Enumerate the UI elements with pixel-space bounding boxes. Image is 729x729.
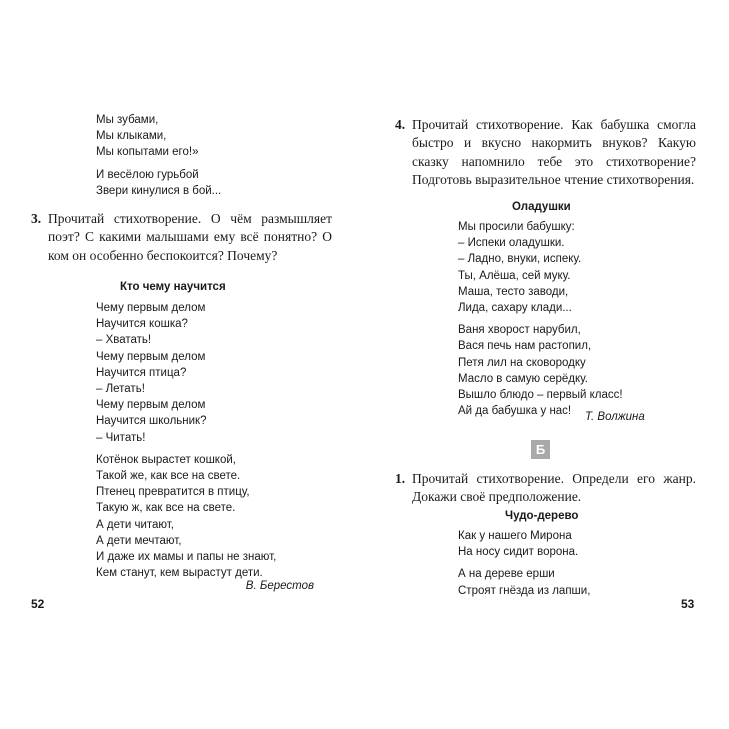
poem-body — [96, 300, 276, 581]
poem-line: Вася печь нам растопил, — [458, 340, 592, 353]
poem-line: Как у нашего Мирона — [458, 530, 572, 542]
poem-line: Петя лил на сковородку — [458, 356, 586, 369]
poem-line: Ты, Алёша, сей муку. — [458, 269, 571, 282]
poem-line: Чему первым делом — [96, 302, 206, 314]
task-text: Прочитай стихотворение. О чём размышляет поэт? С какими малышами ему всё понятно? О ком он особенно беспокоится? Почему? — [48, 211, 332, 263]
left-page — [0, 0, 364, 729]
stanza — [96, 300, 276, 446]
poem-line: Такую ж, как все на свете. — [96, 502, 236, 515]
poem-title: Кто чему научится — [120, 281, 226, 293]
poem-line: Строят гнёзда из лапши, — [458, 584, 591, 597]
poem-line: И весёлою гурьбой — [96, 168, 199, 181]
poem-line: На носу сидит ворона. — [458, 546, 579, 559]
poem-line: – Испеки оладушки. — [458, 237, 565, 250]
poem-line: Лида, сахару клади... — [458, 302, 572, 315]
section-badge: Б — [531, 440, 550, 459]
right-page — [365, 0, 729, 729]
stanza — [458, 528, 590, 560]
poem-line: Птенец превратится в птицу, — [96, 486, 250, 499]
task-text: Прочитай стихотворение. Определи его жанр. Докажи своё предположение. — [412, 471, 696, 505]
poem-line: А дети мечтают, — [96, 534, 182, 547]
stanza — [458, 566, 590, 598]
poem-title: Чудо-дерево — [505, 510, 579, 522]
poem-line: Мы зубами, — [96, 114, 159, 126]
poem-line: Такой же, как все на свете. — [96, 470, 241, 483]
poem-line: Ай да бабушка у нас! — [458, 405, 572, 418]
poem-line: – Ладно, внуки, испеку. — [458, 253, 582, 266]
poem-line: Мы клыками, — [96, 130, 167, 143]
task-4 — [395, 116, 696, 189]
poem-line: Научится птица? — [96, 366, 187, 379]
poem-line: Мы просили бабушку: — [458, 221, 575, 233]
poem-continuation — [96, 112, 221, 199]
poem-line: Кем станут, кем вырастут дети. — [96, 567, 263, 580]
page-number: 52 — [31, 597, 45, 611]
stanza — [458, 322, 623, 419]
poem-line: Маша, тесто заводи, — [458, 285, 569, 298]
stanza — [96, 112, 221, 161]
poem-line: Вышло блюдо – первый класс! — [458, 389, 623, 402]
poem-body — [458, 528, 590, 599]
poem-body — [458, 219, 623, 419]
poem-line: Котёнок вырастет кошкой, — [96, 453, 236, 466]
stanza — [96, 167, 221, 199]
poem-line: Научится школьник? — [96, 415, 207, 428]
task-number: 4. — [395, 117, 406, 132]
task-number: 3. — [31, 211, 42, 226]
task-1 — [395, 470, 696, 507]
poem-author: В. Берестов — [245, 580, 314, 592]
poem-line: Мы копытами его!» — [96, 146, 199, 159]
poem-line: – Летать! — [96, 383, 145, 396]
poem-line: – Хватать! — [96, 334, 152, 347]
poem-line: Звери кинулися в бой... — [96, 184, 222, 197]
poem-line: Масло в самую серёдку. — [458, 372, 588, 385]
poem-line: Научится кошка? — [96, 318, 188, 331]
task-text: Прочитай стихотворение. Как бабушка смогла быстро и вкусно накормить внуков? Какую сказку напомнило тебе это стихотворение? Подготовь выразительное чтение стихотворения. — [412, 117, 696, 187]
poem-line: Ваня хворост нарубил, — [458, 324, 581, 337]
task-number: 1. — [395, 471, 406, 486]
poem-line: И даже их мамы и папы не знают, — [96, 551, 277, 564]
poem-author: Т. Волжина — [585, 411, 645, 423]
poem-line: А на дереве ерши — [458, 568, 555, 581]
stanza — [458, 219, 623, 316]
poem-line: А дети читают, — [96, 518, 174, 531]
stanza — [96, 452, 276, 582]
page-number: 53 — [681, 597, 695, 611]
poem-line: Чему первым делом — [96, 399, 206, 412]
poem-title: Оладушки — [512, 201, 571, 213]
poem-line: – Читать! — [96, 431, 146, 444]
poem-line: Чему первым делом — [96, 350, 206, 363]
task-3 — [31, 210, 332, 265]
